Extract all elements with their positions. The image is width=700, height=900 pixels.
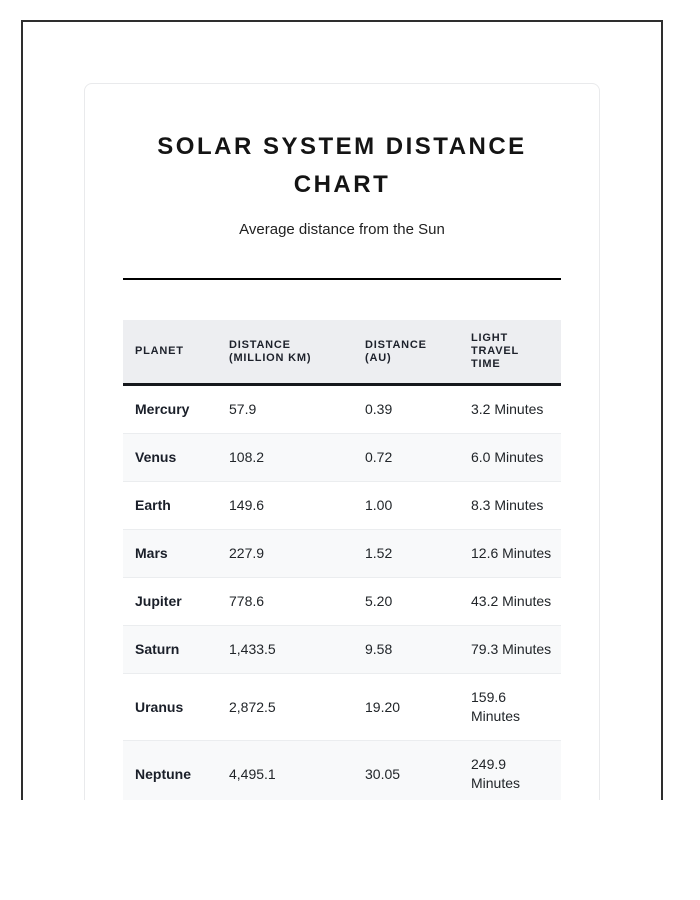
table-header-row: [123, 320, 561, 385]
table-row: [123, 741, 561, 801]
planet-distance-table: [123, 320, 561, 800]
cell-planet: Neptune: [123, 741, 217, 801]
cell-km: 778.6: [217, 578, 353, 626]
cell-time: 8.3 Minutes: [459, 482, 561, 530]
content-card: [84, 83, 600, 800]
cell-au: 9.58: [353, 626, 459, 674]
cell-au: 1.52: [353, 530, 459, 578]
column-header-distance-au: DISTANCE (AU): [353, 320, 459, 385]
cell-time: 159.6 Minutes: [459, 674, 561, 741]
column-header-light-travel-time: LIGHT TRAVEL TIME: [459, 320, 561, 385]
cell-km: 4,495.1: [217, 741, 353, 801]
cell-planet: Jupiter: [123, 578, 217, 626]
table-row: [123, 385, 561, 434]
cell-au: 0.39: [353, 385, 459, 434]
cell-au: 19.20: [353, 674, 459, 741]
table-row: [123, 626, 561, 674]
table-body: [123, 385, 561, 801]
column-header-planet: PLANET: [123, 320, 217, 385]
cell-km: 2,872.5: [217, 674, 353, 741]
cell-au: 0.72: [353, 434, 459, 482]
cell-planet: Mars: [123, 530, 217, 578]
cell-km: 1,433.5: [217, 626, 353, 674]
cell-km: 57.9: [217, 385, 353, 434]
table-row: [123, 482, 561, 530]
cell-km: 149.6: [217, 482, 353, 530]
page-title: SOLAR SYSTEM DISTANCE CHART: [157, 133, 527, 198]
column-header-distance-million-km: DISTANCE (MILLION KM): [217, 320, 353, 385]
cell-planet: Saturn: [123, 626, 217, 674]
page-subtitle: Average distance from the Sun: [239, 221, 445, 238]
cell-planet: Mercury: [123, 385, 217, 434]
cell-time: 79.3 Minutes: [459, 626, 561, 674]
cell-au: 1.00: [353, 482, 459, 530]
cell-km: 108.2: [217, 434, 353, 482]
cell-time: 249.9 Minutes: [459, 741, 561, 801]
cell-time: 43.2 Minutes: [459, 578, 561, 626]
cell-au: 30.05: [353, 741, 459, 801]
cell-au: 5.20: [353, 578, 459, 626]
cell-time: 12.6 Minutes: [459, 530, 561, 578]
table-row: [123, 434, 561, 482]
table-row: [123, 578, 561, 626]
cell-planet: Earth: [123, 482, 217, 530]
title-divider: [123, 278, 561, 280]
cell-planet: Venus: [123, 434, 217, 482]
cell-planet: Uranus: [123, 674, 217, 741]
outer-page-frame: [21, 20, 663, 800]
cell-km: 227.9: [217, 530, 353, 578]
table-row: [123, 530, 561, 578]
table-row: [123, 674, 561, 741]
cell-time: 3.2 Minutes: [459, 385, 561, 434]
cell-time: 6.0 Minutes: [459, 434, 561, 482]
